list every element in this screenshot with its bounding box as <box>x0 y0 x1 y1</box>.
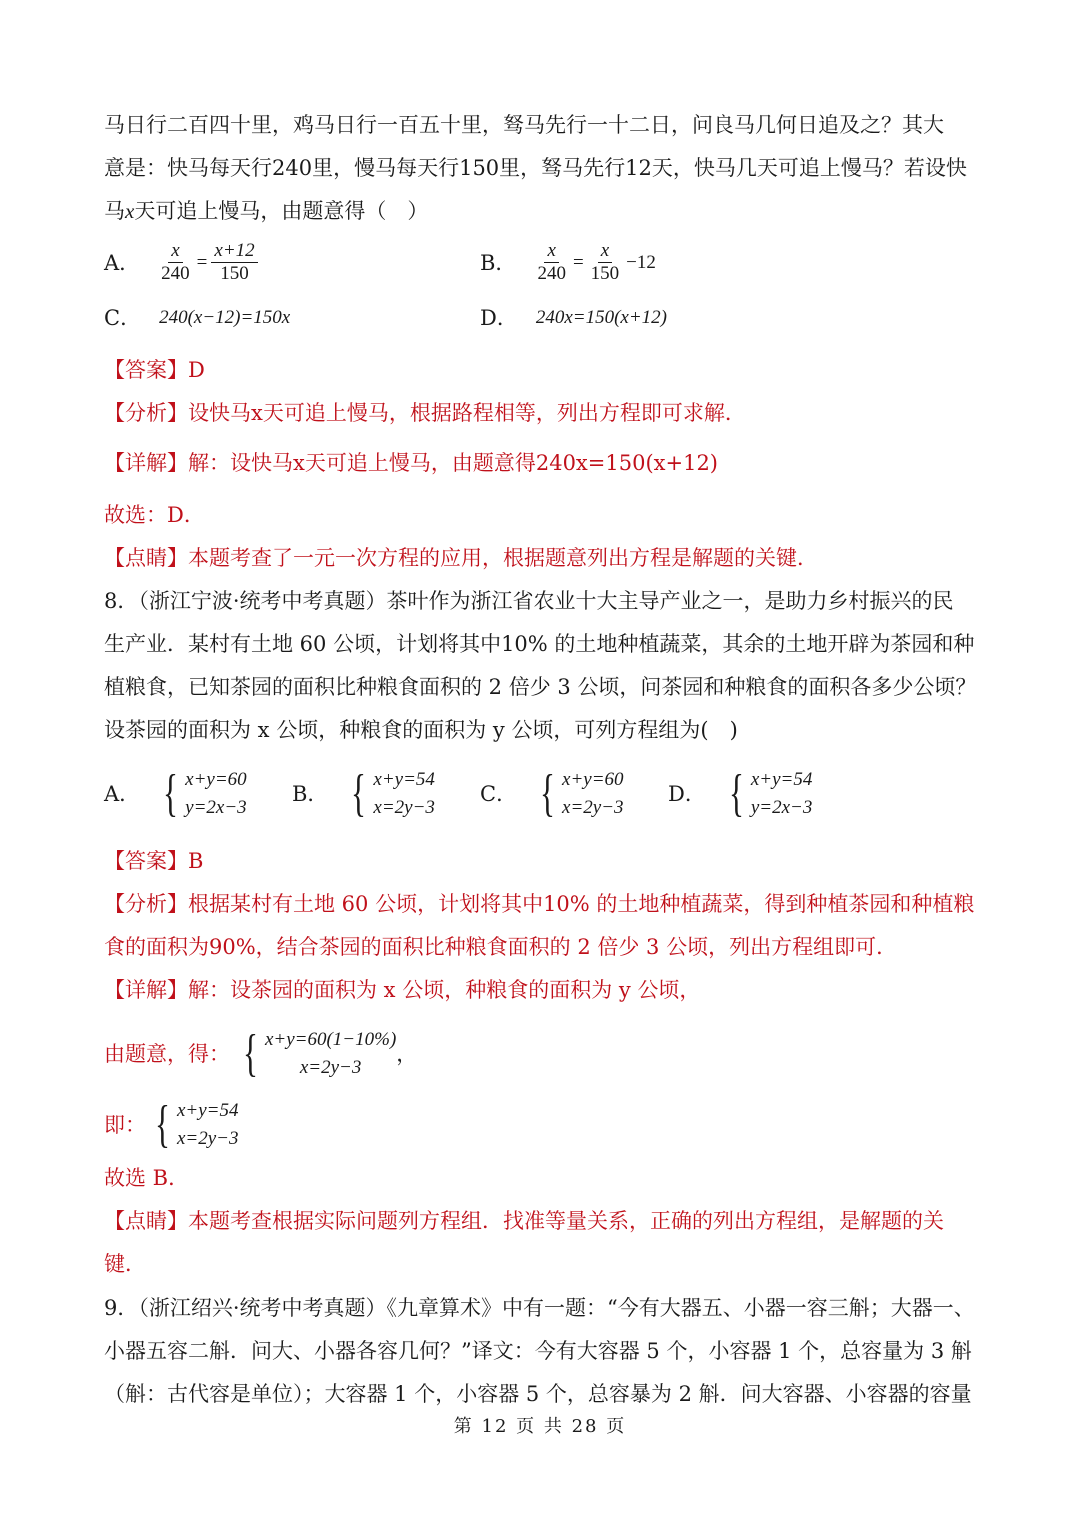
q7-option-b: B． $\frac{x}{240}$ = $\frac{x}{150}$ −12 <box>480 240 656 284</box>
q8-option-c-label: C． <box>480 782 518 806</box>
q7-point <box>104 543 818 573</box>
q7-option-a: A． $\frac{x}{240}$ = $\frac{x+12}{150}$ <box>104 240 258 285</box>
q7-detail <box>104 448 718 478</box>
q7-stem-line-1: 马日行二百四十里，鸡马日行一百五十里，驽马先行一十二日，问良马几何日追及之？其大 <box>104 113 944 137</box>
q9-stem-line-1: 9．（浙江绍兴·统考中考真题）《九章算术》中有一题：“今有大器五、小器一容三斛；大器一、 <box>104 1296 975 1320</box>
q8-option-a-label: A． <box>104 782 141 806</box>
q8-ie-line1: x+y=54 <box>176 1100 239 1121</box>
q8-by-question: 由题意，得： { x+y=60(1−10%) x=2y−3 ， <box>104 1025 418 1082</box>
q8-stem-line-3: 植粮食，已知茶园的面积比种粮食面积的 2 倍少 3 公顷，问茶园和种粮食的面积各多少公顷？ <box>104 675 977 699</box>
q8-c-line1: x+y=60 <box>562 769 624 790</box>
q7-point-text: 本题考查了一元一次方程的应用，根据题意列出方程是解题的关键． <box>188 546 818 570</box>
q7-detail-text: 解：设快马x天可追上慢马，由题意得240x=150(x+12) <box>188 451 718 475</box>
q8-b-line1: x+y=54 <box>373 769 435 790</box>
q8-point <box>104 1206 944 1236</box>
page-footer: 第 12 页 共 28 页 <box>453 1416 627 1437</box>
q7-stem-3x: x <box>125 199 135 223</box>
q9-stem-line-2: 小器五容二斛．问大、小器各容几何？”译文：今有大容器 5 个，小容器 1 个，总容量为 3 斛 <box>104 1339 972 1363</box>
q8-point-line-2: 键． <box>104 1252 146 1276</box>
q7-stem-3a: 马 <box>104 199 125 223</box>
q7-option-b-label: B． <box>480 250 517 275</box>
q7-analysis-tag: 【分析】 <box>104 401 188 425</box>
q7-b-tail: −12 <box>626 251 656 273</box>
q8-ie: 即： { x+y=54 x=2y−3 <box>104 1096 239 1153</box>
q7-analysis-text: 设快马x天可追上慢马，根据路程相等，列出方程即可求解． <box>188 401 746 425</box>
q8-option-b: B． { x+y=54 x=2y−3 <box>292 765 435 822</box>
q8-detail-text: 解：设茶园的面积为 x 公顷，种粮食的面积为 y 公顷， <box>188 978 701 1002</box>
q8-analysis-line-2: 食的面积为90%，结合茶园的面积比种粮食面积的 2 倍少 3 公顷，列出方程组即可． <box>104 935 898 959</box>
q8-d-line2: y=2x−3 <box>750 797 813 818</box>
q8-option-a: A． { x+y=60 y=2x−3 <box>104 765 247 822</box>
q7-b-lhs: $\frac{x}{240}$ <box>537 240 566 284</box>
q7-option-d-expr: 240x=150(x+12) <box>535 307 668 328</box>
q7-stem-3b: 天可追上慢马，由题意得（ ） <box>134 199 429 223</box>
q8-ie-line2: x=2y−3 <box>176 1128 239 1149</box>
q7-detail-tag: 【详解】 <box>104 451 188 475</box>
q7-option-d-label: D． <box>480 306 518 330</box>
q7-a-lhs: $\frac{x}{240}$ <box>161 240 190 284</box>
q7-analysis <box>104 398 746 428</box>
q8-analysis-text-1: 根据某村有土地 60 公顷，计划将其中10% 的土地种植蔬菜，得到种植茶园和种植粮 <box>188 892 975 916</box>
q7-answer-value: D <box>188 358 205 382</box>
q8-option-d-label: D． <box>668 782 706 806</box>
q8-b-line2: x=2y−3 <box>373 797 435 818</box>
q7-option-d <box>480 303 667 333</box>
q8-stem-line-1: 8．（浙江宁波·统考中考真题）茶叶作为浙江省农业十大主导产业之一，是助力乡村振兴的民 <box>104 589 954 613</box>
q8-point-tag: 【点睛】 <box>104 1209 188 1233</box>
q8-detail-tag: 【详解】 <box>104 978 188 1002</box>
q8-analysis-tag: 【分析】 <box>104 892 188 916</box>
q8-stem-line-4: 设茶园的面积为 x 公顷，种粮食的面积为 y 公顷，可列方程组为( ) <box>104 718 738 742</box>
q7-answer <box>104 355 205 385</box>
q8-answer-value: B <box>188 849 204 873</box>
q7-option-a-label: A． <box>104 250 141 275</box>
q9-stem-line-3: （斛：古代容是单位）；大容器 1 个，小容器 5 个，总容暴为 2 斛．问大容器、小容器的容量 <box>104 1382 972 1406</box>
q7-answer-tag: 【答案】 <box>104 358 188 382</box>
q8-c-line2: x=2y−3 <box>562 797 624 818</box>
q7-option-c <box>104 303 290 333</box>
q8-by-line2: x=2y−3 <box>299 1057 362 1078</box>
q8-point-text-1: 本题考查根据实际问题列方程组．找准等量关系，正确的列出方程组，是解题的关 <box>188 1209 944 1233</box>
q8-choose: 故选 B． <box>104 1166 190 1190</box>
q8-option-b-label: B． <box>292 782 329 806</box>
q8-by-label: 由题意，得： <box>104 1042 230 1066</box>
q7-stem-line-3 <box>104 196 428 226</box>
q8-d-line1: x+y=54 <box>750 769 813 790</box>
q8-by-tail: ， <box>396 1042 418 1066</box>
q7-point-tag: 【点睛】 <box>104 546 188 570</box>
q8-stem-line-2: 生产业．某村有土地 60 公顷，计划将其中10% 的土地种植蔬菜，其余的土地开辟为茶园和种 <box>104 632 975 656</box>
q8-option-d: D． { x+y=54 y=2x−3 <box>668 765 813 822</box>
q8-ie-label: 即： <box>104 1113 146 1137</box>
q7-a-rhs: $\frac{x+12}{150}$ <box>211 240 257 285</box>
q8-analysis <box>104 889 974 919</box>
q7-choose: 故选：D． <box>104 503 205 527</box>
q7-option-c-expr: 240(x−12)=150x <box>159 307 291 328</box>
q8-option-c: C． { x+y=60 x=2y−3 <box>480 765 624 822</box>
q7-option-c-label: C． <box>104 306 142 330</box>
q8-detail <box>104 975 700 1005</box>
q8-answer-tag: 【答案】 <box>104 849 188 873</box>
q8-a-line1: x+y=60 <box>185 769 247 790</box>
q7-stem-line-2: 意是：快马每天行240里，慢马每天行150里，驽马先行12天，快马几天可追上慢马？若设快 <box>104 156 967 180</box>
q8-a-line2: y=2x−3 <box>185 797 247 818</box>
q7-b-rhs: $\frac{x}{150}$ <box>590 240 620 284</box>
q8-by-line1: x+y=60(1−10%) <box>264 1029 397 1050</box>
q8-answer <box>104 846 203 876</box>
